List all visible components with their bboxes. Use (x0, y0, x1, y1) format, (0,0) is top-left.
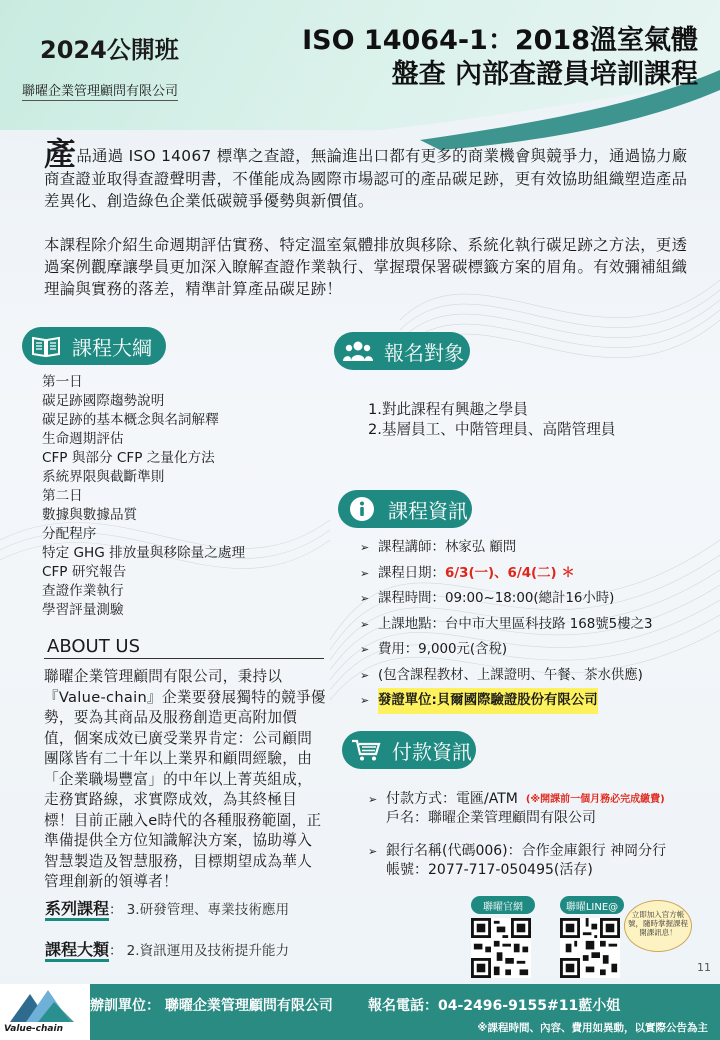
course-title-line1: ISO 14064-1：2018溫室氣體 (302, 25, 698, 56)
payment-heading-pill (342, 731, 476, 769)
book-icon (30, 332, 62, 360)
course-info-list (360, 535, 653, 714)
arrow-icon: ➢ (360, 643, 370, 656)
category-value: 2.資訊運用及技術提升能力 (126, 943, 290, 959)
footer-note: ※課程時間、內容、費用如異動，以實際公告為主 (477, 1022, 708, 1034)
info-heading-pill (338, 490, 472, 528)
edition-label: 2024公開班 (40, 36, 179, 64)
arrow-icon: ➢ (368, 845, 378, 858)
arrow-icon: ➢ (360, 592, 370, 605)
info-location-row: ➢ 上課地點：台中市大里區科技路 168號5樓之3 (360, 612, 653, 638)
about-heading: ABOUT US (47, 636, 141, 657)
course-title-line2: 盤查 內部查證員培訓課程 (391, 59, 698, 90)
info-includes-row: ➢ (包含課程教材、上課證明、午餐、茶水供應) (360, 663, 653, 689)
outline-heading: 課程大綱 (72, 335, 152, 360)
info-time-row: ➢ 課程時間：09:00~18:00(總計16小時) (360, 586, 653, 612)
page-number: 11 (697, 961, 711, 974)
targets-heading-pill (334, 332, 470, 370)
line-qr-block[interactable] (560, 896, 624, 978)
organizer-text: 辦訓單位： 聯曜企業管理顧問有限公司 (90, 998, 333, 1014)
line-qr-code[interactable] (560, 918, 620, 978)
info-fee-row: ➢ 費用：9,000元(含稅) (360, 637, 653, 663)
info-icon (346, 495, 378, 523)
list-item: 2.基層員工、中階管理員、高階管理員 (368, 421, 616, 438)
list-item: 分配程序 (42, 526, 97, 542)
footer-band (90, 984, 720, 1040)
info-heading: 課程資訊 (388, 498, 468, 523)
intro-paragraph-2: 本課程除介紹生命週期評估實務、特定溫室氣體排放與移除、系統化執行碳足跡之方法，更透過案例觀摩讓學員更加深入瞭解查證作業執行、掌握環保署碳標籤方案的眉角。有效彌補組織理論與實務的落差，精準計算產品碳足跡！ (44, 236, 688, 298)
header-band (0, 0, 720, 130)
series-value: 3.研發管理、專業技術應用 (126, 902, 290, 918)
account-name-row: 戶名：聯曜企業管理顧問有限公司 (386, 810, 596, 826)
intro-text (44, 135, 694, 322)
course-date: 6/3(一)、6/4(二) ＊ (444, 565, 575, 581)
series-row: 系列課程： 3.研發管理、專業技術應用 (45, 896, 289, 919)
bank-row: ➢ 銀行名稱(代碼006)：合作金庫銀行 神岡分行 (368, 843, 667, 859)
list-item: 系統界限與截斷準則 (42, 469, 165, 485)
arrow-icon: ➢ (360, 541, 370, 554)
website-qr-label: 聯曜官網 (471, 896, 535, 914)
list-item: 查證作業執行 (42, 583, 124, 599)
logo-text: Value-chain (4, 1024, 63, 1034)
logo-area (0, 984, 90, 1040)
arrow-icon: ➢ (360, 668, 370, 682)
list-item: 碳足跡的基本概念與名詞解釋 (42, 412, 219, 428)
arrow-icon: ➢ (360, 694, 370, 707)
line-qr-label: 聯曜LINE@ (560, 896, 624, 914)
category-label: 課程大類 (45, 940, 109, 962)
about-text: 聯曜企業管理顧問有限公司，秉持以『Value-chain』企業要發展獨特的競爭優勢，要為其商品及服務創造更高附加價值，個案成效已廣受業界肯定：公司顧問團隊皆有二十年以上業界和顧問經驗，由「企業職場豐富」的中年以上菁英組成，走務實路線，求實際成效，為其終極目標！目前正融入e時代的各種服務範圍，正準備提供全方位知識解決方案，協助導入智慧製造及智慧服務，目標期望成為華人管理創新的領導者！ (44, 668, 326, 890)
list-item: 學習評量測驗 (42, 602, 124, 618)
list-item: 生命週期評估 (42, 431, 124, 447)
line-join-bubble: 立即加入官方帳號，隨時掌握課程開課訊息！ (624, 900, 692, 952)
account-number-row: 帳號：2077-717-050495(活存) (386, 862, 593, 878)
people-icon (342, 337, 374, 365)
website-qr-code[interactable] (471, 918, 531, 978)
company-name: 聯曜企業管理顧問有限公司 (22, 80, 178, 101)
arrow-icon: ➢ (360, 617, 370, 631)
list-item: 特定 GHG 排放量與移除量之處理 (42, 545, 246, 561)
category-row: 課程大類： 2.資訊運用及技術提升能力 (45, 937, 289, 960)
arrow-icon: ➢ (368, 793, 378, 806)
info-date-row: ➢ 課程日期： 6/3(一)、6/4(二) ＊ (360, 561, 653, 587)
series-label: 系列課程 (45, 899, 109, 921)
info-issuer-row (360, 688, 653, 714)
list-item: CFP 與部分 CFP 之量化方法 (42, 450, 215, 466)
targets-list (368, 400, 615, 440)
cart-icon (350, 736, 382, 764)
list-item: 數據與數據品質 (42, 507, 138, 523)
list-item: 第一日 (42, 374, 83, 390)
about-divider (44, 658, 324, 659)
payment-method-row: ➢ 付款方式：電匯/ATM (※開課前一個月務必完成繳費) (368, 791, 665, 807)
targets-heading: 報名對象 (384, 340, 464, 365)
outline-heading-pill (22, 327, 166, 365)
company-logo (8, 988, 78, 1024)
website-qr-block[interactable] (471, 896, 535, 978)
drop-cap: 產 (44, 135, 77, 173)
phone-text[interactable]: 報名電話：04-2496-9155#11藍小姐 (368, 998, 621, 1014)
issuer-highlight: 發證單位:貝爾國際驗證股份有限公司 (378, 688, 598, 714)
outline-list (42, 373, 245, 620)
intro-paragraph-1: 產品通過 ISO 14067 標準之查證，無論進出口都有更多的商業機會與競爭力，通過協力廠商查證並取得查證聲明書，不僅能成為國際市場認可的產品碳足跡，更有效協助組織塑造產品差異化、創造綠色企業低碳競爭優勢與新價值。 (44, 135, 688, 210)
arrow-icon: ➢ (360, 566, 370, 580)
payment-heading: 付款資訊 (392, 739, 472, 764)
list-item: 1.對此課程有興趣之學員 (368, 401, 528, 418)
payment-info (368, 790, 666, 880)
list-item: 碳足跡國際趨勢說明 (42, 393, 165, 409)
list-item: CFP 研究報告 (42, 564, 127, 580)
list-item: 第二日 (42, 488, 83, 504)
info-lecturer-row: ➢ 課程講師：林家弘 顧問 (360, 535, 653, 561)
payment-deadline-note: (※開課前一個月務必完成繳費) (525, 794, 665, 805)
